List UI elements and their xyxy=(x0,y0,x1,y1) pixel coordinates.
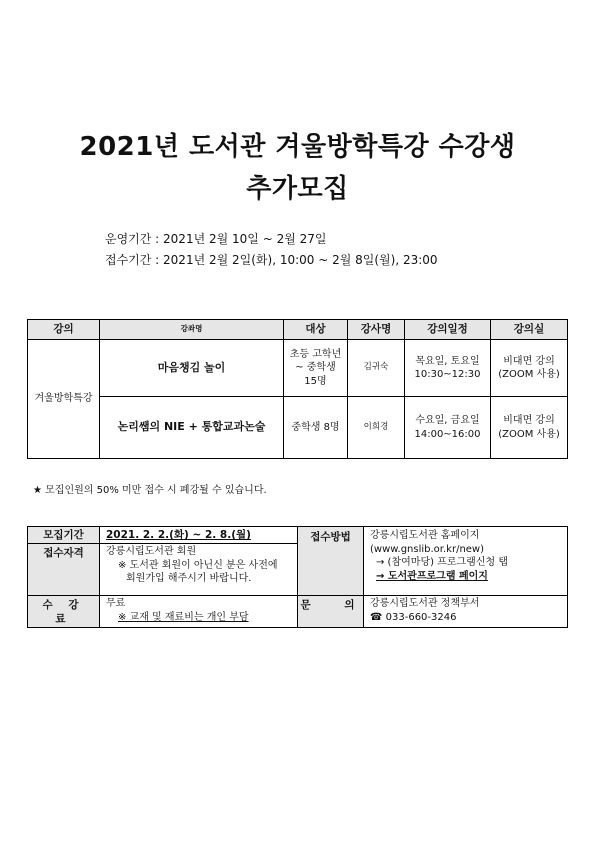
room-line: 비대면 강의 xyxy=(503,355,555,367)
target-line: 15명 xyxy=(304,375,327,387)
schedule-line: 목요일, 토요일 xyxy=(415,355,480,367)
table-row xyxy=(28,596,568,628)
course-target xyxy=(284,340,348,397)
header-lecture: 강의 xyxy=(28,320,100,340)
method-line: (www.gnslib.or.kr/new) xyxy=(370,543,485,555)
header-room: 강의실 xyxy=(491,320,568,340)
schedule-line: 14:00~16:00 xyxy=(414,428,481,440)
schedule-line: 10:30~12:30 xyxy=(414,369,481,380)
table-header-row xyxy=(28,320,568,340)
program-page-link[interactable]: → 도서관프로그램 페이지 xyxy=(376,570,488,582)
page-title: 2021년 도서관 겨울방학특강 수강생 xyxy=(79,132,516,162)
header-target: 대상 xyxy=(284,320,348,340)
qualification-line: 강릉시립도서관 회원 xyxy=(106,546,197,557)
recruit-label: 모집기간 xyxy=(28,527,100,544)
qualification-label: 접수자격 xyxy=(28,544,100,596)
course-instructor: 김귀숙 xyxy=(348,340,405,397)
application-period: 접수기간 : 2021년 2월 2일(화), 10:00 ~ 2월 8일(월), 23:00 xyxy=(105,253,438,267)
table-row xyxy=(28,397,568,459)
method-line: → (참여마당) 프로그램신청 탭 xyxy=(376,557,508,568)
target-line: 초등 고학년 xyxy=(289,348,342,360)
course-schedule xyxy=(405,397,491,459)
recruit-value: 2021. 2. 2.(화) ~ 2. 8.(월) xyxy=(100,527,298,544)
room-line: (ZOOM 사용) xyxy=(498,428,560,440)
phone-number: ☎ 033-660-3246 xyxy=(370,611,457,623)
target-line: 중학생 8명 xyxy=(291,421,340,433)
operation-period: 운영기간 : 2021년 2월 10일 ~ 2월 27일 xyxy=(105,232,327,246)
header-course-name: 강좌명 xyxy=(100,320,284,340)
course-name: 논리쌤의 NIE + 통합교과논술 xyxy=(100,397,284,459)
inquiry-line: 강릉시립도서관 정책부서 xyxy=(370,598,480,609)
qualification-value xyxy=(100,544,298,596)
cancellation-note: ★ 모집인원의 50% 미만 접수 시 폐강될 수 있습니다. xyxy=(33,485,267,496)
info-table xyxy=(27,526,568,628)
method-value xyxy=(364,527,568,596)
schedule-line: 수요일, 금요일 xyxy=(415,415,480,426)
target-line: ~ 중학생 xyxy=(295,362,336,374)
category-cell: 겨울방학특강 xyxy=(28,340,100,459)
course-schedule xyxy=(405,340,491,397)
inquiry-value xyxy=(364,596,568,628)
header-instructor: 강사명 xyxy=(348,320,405,340)
fee-line: 무료 xyxy=(106,598,126,609)
table-row xyxy=(28,340,568,397)
inquiry-label: 문 의 xyxy=(298,596,364,628)
method-label: 접수방법 xyxy=(298,527,364,596)
qualification-line: ※ 도서관 회원이 아닌신 분은 사전에 xyxy=(118,559,278,571)
course-room xyxy=(491,340,568,397)
fee-label: 수 강 료 xyxy=(28,596,100,628)
course-table xyxy=(27,319,568,459)
course-instructor: 이희경 xyxy=(348,397,405,459)
method-line: 강릉시립도서관 홈페이지 xyxy=(370,530,480,541)
fee-line: ※ 교재 및 재료비는 개인 부담 xyxy=(118,611,249,623)
course-target xyxy=(284,397,348,459)
qualification-line: 회원가입 해주시기 바랍니다. xyxy=(126,573,252,584)
course-room xyxy=(491,397,568,459)
table-row xyxy=(28,527,568,544)
room-line: 비대면 강의 xyxy=(503,415,555,426)
room-line: (ZOOM 사용) xyxy=(498,369,560,380)
course-name: 마음챙김 놀이 xyxy=(100,340,284,397)
fee-value xyxy=(100,596,298,628)
header-schedule: 강의일정 xyxy=(405,320,491,340)
page-subtitle: 추가모집 xyxy=(246,174,349,204)
